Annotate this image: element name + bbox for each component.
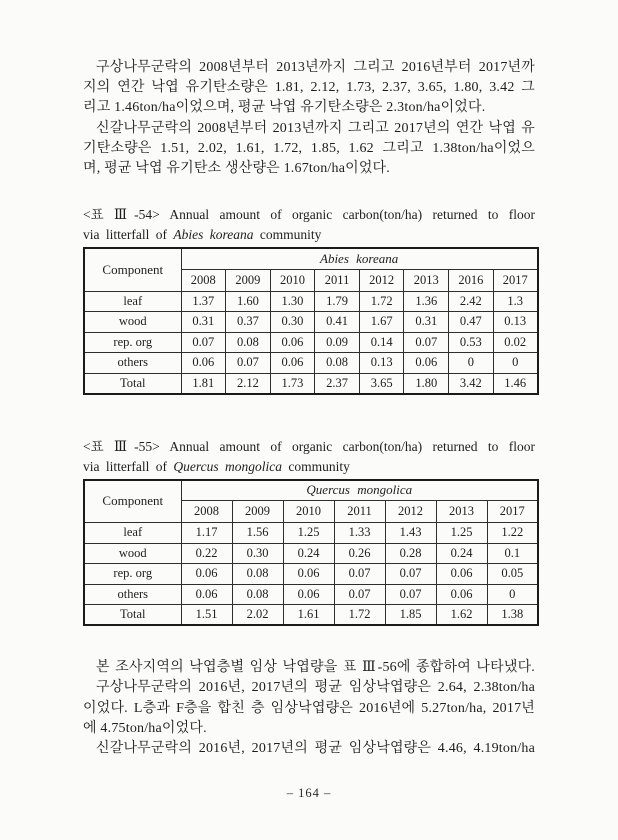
value-cell: 0.24 xyxy=(436,543,487,564)
table-row-total xyxy=(84,373,538,394)
value-cell: 1.72 xyxy=(359,291,404,312)
value-cell: 2.37 xyxy=(315,373,360,394)
value-cell: 0.06 xyxy=(436,564,487,585)
value-cell: 0.41 xyxy=(315,312,360,333)
value-cell: 1.33 xyxy=(334,523,385,544)
year-header: 2009 xyxy=(226,269,271,291)
paragraph-gusang-carbon xyxy=(83,58,535,119)
value-cell: 1.46 xyxy=(493,373,538,394)
table55-caption-line1: <표 Ⅲ-55> Annual amount of organic carbon(ton/ha) returned to floor xyxy=(83,438,535,454)
value-cell: 0.30 xyxy=(270,312,315,333)
value-cell: 0.22 xyxy=(181,543,232,564)
value-cell: 0.07 xyxy=(181,332,226,353)
value-cell: 1.3 xyxy=(493,291,538,312)
year-header: 2009 xyxy=(232,501,283,523)
value-cell: 0.06 xyxy=(181,353,226,374)
paragraph-line: 신갈나무군락의 2008년부터 2013년까지 그리고 2017년의 연간 낙엽 유 xyxy=(96,120,535,136)
text-block xyxy=(83,58,535,759)
row-label: wood xyxy=(84,543,181,564)
value-cell: 0.08 xyxy=(232,584,283,605)
value-cell: 1.56 xyxy=(232,523,283,544)
table55-caption xyxy=(83,437,535,477)
component-header: Component xyxy=(84,248,181,291)
paragraph-line: 구상나무군락의 2008년부터 2013년까지 그리고 2016년부터 2017년까 xyxy=(96,60,535,75)
year-header: 2008 xyxy=(181,269,226,291)
table54-caption-line1: <표 Ⅲ-54> Annual amount of organic carbon(ton/ha) returned to floor xyxy=(83,207,535,223)
value-cell: 1.37 xyxy=(181,291,226,312)
table55-caption-line2 xyxy=(83,457,535,477)
table-row-wood xyxy=(84,543,538,564)
caption-text: via litterfall of xyxy=(83,458,167,474)
value-cell: 1.17 xyxy=(181,523,232,544)
row-label: others xyxy=(84,353,181,374)
value-cell: 1.85 xyxy=(385,605,436,626)
table-row-leaf xyxy=(84,291,538,312)
row-label: Total xyxy=(84,605,181,626)
value-cell: 0.1 xyxy=(487,543,538,564)
value-cell: 1.61 xyxy=(283,605,334,626)
value-cell: 0.28 xyxy=(385,543,436,564)
value-cell: 0.07 xyxy=(334,584,385,605)
value-cell: 1.36 xyxy=(404,291,449,312)
value-cell: 0.31 xyxy=(404,312,449,333)
year-header: 2008 xyxy=(181,501,232,523)
row-label: leaf xyxy=(84,523,181,544)
value-cell: 0.07 xyxy=(404,332,449,353)
value-cell: 1.62 xyxy=(436,605,487,626)
row-label: Total xyxy=(84,373,181,394)
value-cell: 0.08 xyxy=(226,332,271,353)
table-row-rep-org xyxy=(84,332,538,353)
table-row-others xyxy=(84,353,538,374)
table-header-row xyxy=(84,480,538,501)
value-cell: 0.53 xyxy=(449,332,494,353)
value-cell: 0 xyxy=(449,353,494,374)
caption-text: via litterfall of xyxy=(83,227,167,243)
value-cell: 0.06 xyxy=(404,353,449,374)
value-cell: 0.02 xyxy=(493,332,538,353)
value-cell: 1.25 xyxy=(283,523,334,544)
value-cell: 1.25 xyxy=(436,523,487,544)
value-cell: 1.72 xyxy=(334,605,385,626)
paragraph-litter-layer xyxy=(83,658,535,759)
value-cell: 0 xyxy=(493,353,538,374)
value-cell: 1.38 xyxy=(487,605,538,626)
row-label: others xyxy=(84,584,181,605)
species-name-italic: Abies koreana xyxy=(173,227,254,243)
value-cell: 3.65 xyxy=(359,373,404,394)
value-cell: 0.13 xyxy=(493,312,538,333)
value-cell: 1.81 xyxy=(181,373,226,394)
value-cell: 1.80 xyxy=(404,373,449,394)
component-header: Component xyxy=(84,480,181,523)
value-cell: 0.37 xyxy=(226,312,271,333)
paragraph-line: 에 4.75ton/ha이었다. xyxy=(83,720,207,736)
table-abies-koreana xyxy=(83,247,539,395)
row-label: rep. org xyxy=(84,564,181,585)
year-header: 2016 xyxy=(449,269,494,291)
year-header: 2011 xyxy=(334,501,385,523)
paragraph-line: 며, 평균 낙엽 유기탄소 생산량은 1.67ton/ha이었다. xyxy=(83,160,390,176)
value-cell: 0.08 xyxy=(315,353,360,374)
year-header: 2013 xyxy=(436,501,487,523)
value-cell: 1.67 xyxy=(359,312,404,333)
value-cell: 0.05 xyxy=(487,564,538,585)
year-header: 2012 xyxy=(385,501,436,523)
value-cell: 0.13 xyxy=(359,353,404,374)
value-cell: 2.42 xyxy=(449,291,494,312)
value-cell: 0.31 xyxy=(181,312,226,333)
year-header: 2010 xyxy=(270,269,315,291)
row-label: rep. org xyxy=(84,332,181,353)
value-cell: 3.42 xyxy=(449,373,494,394)
value-cell: 0.24 xyxy=(283,543,334,564)
value-cell: 0.30 xyxy=(232,543,283,564)
paragraph-line: 이었다. L층과 F층을 합친 층 임상낙엽량은 2016년에 5.27ton/ha, 2017년 xyxy=(83,700,535,716)
value-cell: 1.60 xyxy=(226,291,271,312)
table-row-others xyxy=(84,584,538,605)
table-header-row xyxy=(84,248,538,269)
year-header: 2010 xyxy=(283,501,334,523)
table-row-total xyxy=(84,605,538,626)
paragraph-line: 본 조사지역의 낙엽층별 임상 낙엽량을 표 Ⅲ-56에 종합하여 나타냈다. xyxy=(96,660,535,676)
year-header: 2017 xyxy=(487,501,538,523)
paragraph-line: 구상나무군락의 2016년, 2017년의 평균 임상낙엽량은 2.64, 2.38ton/ha xyxy=(96,680,535,696)
caption-text: community xyxy=(288,458,350,474)
table-row-wood xyxy=(84,312,538,333)
species-name-italic: Quercus mongolica xyxy=(173,458,282,474)
paragraph-line: 기탄소량은 1.51, 2.02, 1.61, 1.72, 1.85, 1.62 그리고 1.38ton/ha이었으 xyxy=(83,140,535,156)
value-cell: 0.26 xyxy=(334,543,385,564)
value-cell: 0.07 xyxy=(385,564,436,585)
value-cell: 0.06 xyxy=(283,564,334,585)
row-label: wood xyxy=(84,312,181,333)
value-cell: 0.14 xyxy=(359,332,404,353)
year-header: 2017 xyxy=(493,269,538,291)
value-cell: 1.30 xyxy=(270,291,315,312)
value-cell: 0.06 xyxy=(436,584,487,605)
value-cell: 0.06 xyxy=(283,584,334,605)
paragraph-line: 신갈나무군락의 2016년, 2017년의 평균 임상낙엽량은 4.46, 4.19ton/ha xyxy=(96,740,535,756)
value-cell: 2.12 xyxy=(226,373,271,394)
table-quercus-mongolica xyxy=(83,479,539,627)
page-number: – 164 – xyxy=(286,786,332,800)
value-cell: 1.79 xyxy=(315,291,360,312)
group-header-quercus-mongolica: Quercus mongolica xyxy=(181,480,538,501)
paragraph-line: 리고 1.46ton/ha이었으며, 평균 낙엽 유기탄소량은 2.3ton/ha이었다. xyxy=(83,100,486,116)
value-cell: 0.06 xyxy=(181,584,232,605)
year-header: 2011 xyxy=(315,269,360,291)
year-header: 2013 xyxy=(404,269,449,291)
value-cell: 0.07 xyxy=(334,564,385,585)
value-cell: 0.47 xyxy=(449,312,494,333)
paragraph-line: 지의 연간 낙엽 유기탄소량은 1.81, 2.12, 1.73, 2.37, 3.65, 1.80, 3.42 그 xyxy=(83,80,535,96)
value-cell: 0 xyxy=(487,584,538,605)
paragraph-singal-carbon xyxy=(83,119,535,180)
table-row-leaf xyxy=(84,523,538,544)
value-cell: 0.09 xyxy=(315,332,360,353)
value-cell: 0.06 xyxy=(270,353,315,374)
year-header: 2012 xyxy=(359,269,404,291)
value-cell: 0.06 xyxy=(270,332,315,353)
value-cell: 0.07 xyxy=(385,584,436,605)
value-cell: 2.02 xyxy=(232,605,283,626)
value-cell: 0.07 xyxy=(226,353,271,374)
table54-caption-line2 xyxy=(83,225,535,245)
value-cell: 1.51 xyxy=(181,605,232,626)
table-row-rep-org xyxy=(84,564,538,585)
value-cell: 1.73 xyxy=(270,373,315,394)
caption-text: community xyxy=(259,227,322,243)
row-label: leaf xyxy=(84,291,181,312)
value-cell: 0.06 xyxy=(181,564,232,585)
table54-caption xyxy=(83,205,535,245)
group-header-abies-koreana: Abies koreana xyxy=(181,248,538,269)
value-cell: 1.43 xyxy=(385,523,436,544)
value-cell: 0.08 xyxy=(232,564,283,585)
value-cell: 1.22 xyxy=(487,523,538,544)
